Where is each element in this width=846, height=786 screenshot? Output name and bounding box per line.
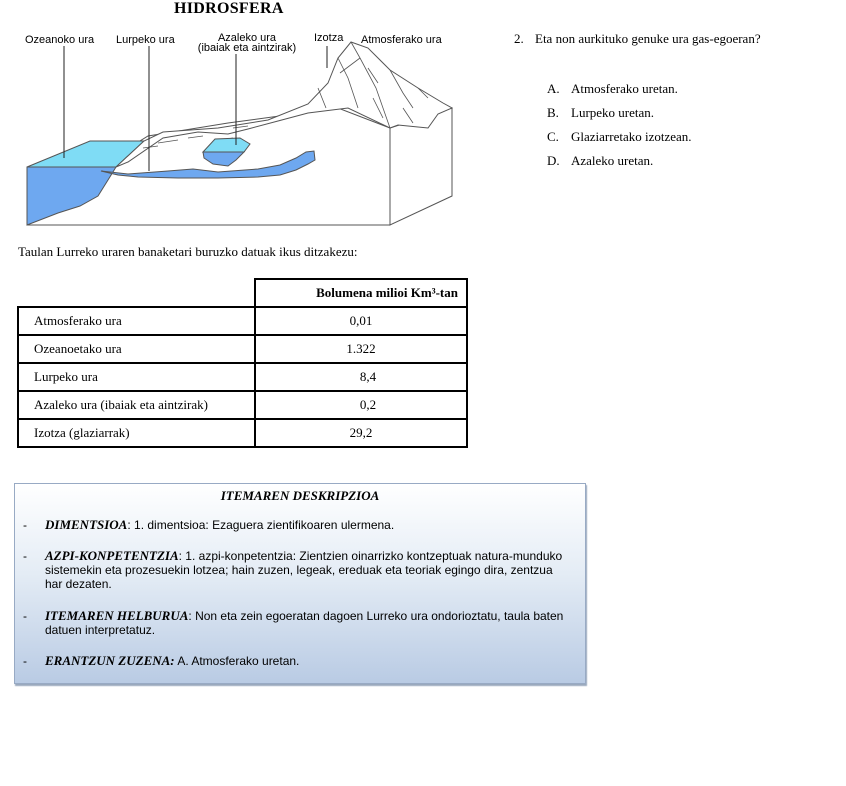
item-separator: : (188, 609, 196, 623)
item-key: ITEMAREN HELBURUA (45, 608, 189, 623)
table-intro-text: Taulan Lurreko uraren banaketari buruzko datuak ikus ditzakezu: (18, 244, 358, 259)
table-header-empty (18, 279, 255, 307)
item-text: 1. dimentsioa: Ezaguera zientifikoaren ulermena. (134, 518, 395, 532)
description-item-objective (23, 609, 571, 637)
item-text: 1. azpi-konpetentzia: Zientzien oinarrizko kontzeptuak natura-munduko sistemekin eta prozesuekin lotzea; hain zuzen, legeak, ereduak eta teoriak egingo dira, zentzua har dezaten. (45, 549, 563, 591)
option-text: Lurpeko uretan. (571, 105, 655, 120)
label-groundwater: Lurpeko ura (116, 34, 175, 46)
label-surface-water-line2: (ibaiak eta aintzirak) (197, 42, 297, 54)
question-number: 2. (514, 31, 524, 46)
question (514, 31, 761, 47)
table-cell-value: 29,2 (255, 419, 467, 447)
table-header-volume: Bolumena milioi Km³-tan (255, 279, 467, 307)
label-atmosphere-water: Atmosferako ura (361, 34, 442, 46)
option-letter: D. (547, 153, 560, 168)
table-cell-label: Izotza (glaziarrak) (18, 419, 255, 447)
table-row (18, 419, 467, 447)
bullet-dash: - (23, 654, 27, 668)
item-key: DIMENTSIOA (45, 517, 128, 532)
item-text: A. Atmosferako uretan. (177, 654, 300, 668)
option-letter: C. (547, 129, 559, 144)
bullet-dash: - (23, 549, 27, 563)
item-separator: : (178, 549, 186, 563)
option-letter: B. (547, 105, 559, 120)
table-cell-label: Azaleko ura (ibaiak eta aintzirak) (18, 391, 255, 419)
item-description-box (14, 483, 586, 684)
table-cell-value: 1.322 (255, 335, 467, 363)
bullet-dash: - (23, 518, 27, 532)
table-cell-value: 0,01 (255, 307, 467, 335)
table-row (18, 391, 467, 419)
option-text: Atmosferako uretan. (571, 81, 678, 96)
table-header-row (18, 279, 467, 307)
option-letter: A. (547, 81, 560, 96)
item-key: ERANTZUN ZUZENA: (45, 653, 175, 668)
label-surface-water-line1: Azaleko ura (217, 32, 277, 44)
table-cell-label: Lurpeko ura (18, 363, 255, 391)
table-cell-value: 8,4 (255, 363, 467, 391)
answer-options (547, 81, 692, 177)
document-title: HIDROSFERA (174, 0, 284, 17)
item-text: Non eta zein egoeratan dagoen Lurreko ura ondorioztatu, taula baten datuen interpretatuz. (45, 609, 564, 637)
label-ice: Izotza (314, 32, 344, 44)
item-separator: : (127, 518, 135, 532)
option-text: Azaleko uretan. (571, 153, 654, 168)
bullet-dash: - (23, 609, 27, 623)
hydrosphere-diagram (18, 28, 470, 230)
label-ocean-water: Ozeanoko ura (25, 34, 95, 46)
table-row (18, 335, 467, 363)
table-cell-value: 0,2 (255, 391, 467, 419)
table-cell-label: Atmosferako ura (18, 307, 255, 335)
answer-option-c[interactable] (547, 129, 692, 153)
diagram-drawing (18, 28, 470, 230)
table-row (18, 363, 467, 391)
answer-option-a[interactable] (547, 81, 692, 105)
answer-option-b[interactable] (547, 105, 692, 129)
table-cell-label: Ozeanoetako ura (18, 335, 255, 363)
description-item-correct-answer (23, 654, 571, 668)
answer-option-d[interactable] (547, 153, 692, 177)
table-row (18, 307, 467, 335)
water-distribution-table (17, 278, 468, 448)
question-text: Eta non aurkituko genuke ura gas-egoeran? (535, 31, 761, 46)
item-key: AZPI-KONPETENTZIA (45, 548, 179, 563)
description-item-dimension (23, 518, 571, 532)
option-text: Glaziarretako izotzean. (571, 129, 692, 144)
description-item-subcompetence (23, 549, 571, 591)
item-description-title: ITEMAREN DESKRIPZIOA (220, 488, 380, 503)
